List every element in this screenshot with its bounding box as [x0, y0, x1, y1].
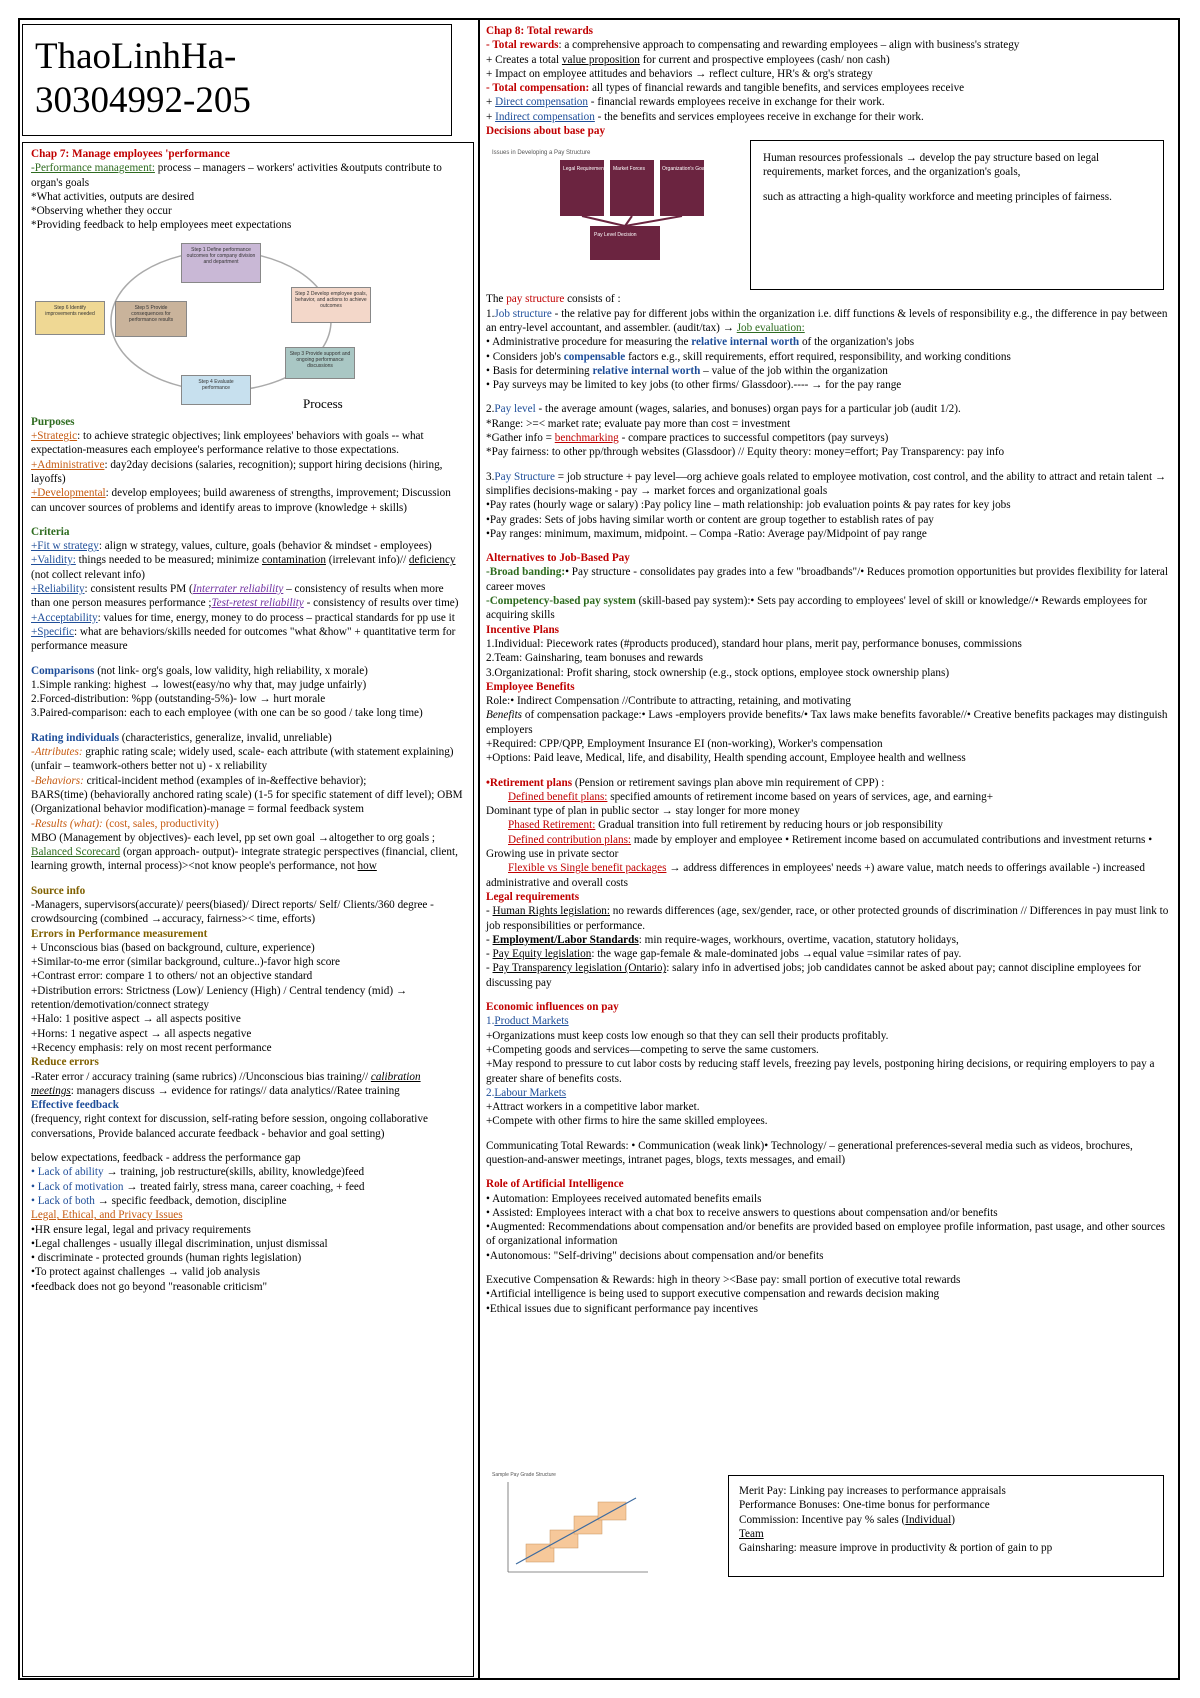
- lack-motivation: • Lack of motivation → treated fairly, stress mana, career coaching, + feed: [31, 1180, 365, 1193]
- defined-benefit-2: Dominant type of plan in public sector → stay longer for more money: [486, 805, 800, 818]
- product-market-item: +May respond to pressure to cut labor costs by reducing staff levels, freezing pay levels, postponing hiring decisions, or requiring employers to pay a greater share of benefits costs.: [486, 1058, 1155, 1085]
- pay-structure-bullet: •Pay grades: Sets of jobs having similar worth or content are group together to establish rates of pay: [486, 513, 934, 526]
- legal-item: • discriminate - protected grounds (human rights legislation): [31, 1252, 302, 1265]
- chapter-8-title: Chap 8: Total rewards: [486, 25, 594, 37]
- benefits-item: Role:• Indirect Compensation //Contribute to attracting, retaining, and motivating: [486, 695, 851, 708]
- criteria-validity: +Validity: things needed to be measured; minimize contamination (irrelevant info)// deficiency (not collect relevant info): [31, 554, 456, 581]
- error-item: +Similar-to-me error (similar background, culture..)-favor high score: [31, 956, 340, 969]
- reduce-title: Reduce errors: [31, 1056, 99, 1069]
- cheat-sheet: [18, 18, 1180, 1680]
- chapter-7-box: [22, 142, 474, 1677]
- legal-req-title: Legal requirements: [486, 890, 580, 903]
- feedback-text: (frequency, right context for discussion, self-rating before session, ongoing collaborative conversations, Provide balanced accurate feedback - behavior and goal setting): [31, 1113, 428, 1140]
- chart-title: Sample Pay Grade Structure: [492, 1472, 556, 1478]
- legal-item: •Legal challenges - usually illegal discrimination, unjust dismissal: [31, 1237, 328, 1250]
- purpose-strategic: +Strategic: to achieve strategic objectives; link employees' behaviors with goals -- what expectation-measures each employee's performance relative to those expectations.: [31, 430, 424, 457]
- right-column: [480, 20, 1178, 1678]
- name-line-2: 30304992-205: [35, 80, 251, 121]
- reduce-text: -Rater error / accuracy training (same rubrics) //Unconscious bias training// calibration meetings: managers discuss → evidence for ratings// data analytics//Ratee training: [31, 1070, 421, 1097]
- legal-title: Legal, Ethical, and Privacy Issues: [31, 1209, 183, 1222]
- fig-box-goals: Organization's Goals: [662, 166, 709, 172]
- comparison-item: 3.Paired-comparison: each to each employee (with one can be so good / take long time): [31, 707, 423, 720]
- below-expectations: below expectations, feedback - address the performance gap: [31, 1152, 301, 1165]
- callout-text-1: Human resources professionals → develop the pay structure based on legal requirements, market forces, and the organization's goals,: [763, 152, 1100, 179]
- error-item: + Unconscious bias (based on background, culture, experience): [31, 941, 315, 954]
- rating-behaviors: -Behaviors: critical-incident method (examples of in-&effective behavior);: [31, 774, 367, 787]
- pay-level-bullet: *Pay fairness: to other pp/through websites (Glassdoor) // Equity theory: money=effort; Pay Transparency: pay info: [486, 446, 1005, 459]
- phased-retirement: Phased Retirement: Gradual transition into full retirement by reducing hours or job responsibility: [508, 819, 943, 832]
- pm-bullet: *Providing feedback to help employees meet expectations: [31, 219, 292, 232]
- retirement-plans: •Retirement plans (Pension or retirement savings plan above min requirement of CPP) :: [486, 776, 885, 789]
- purposes-title: Purposes: [31, 415, 75, 428]
- legal-req-item: - Pay Transparency legislation (Ontario): salary info in advertised jobs; job candidates cannot be asked about pay; cannot discipline employees for discussing pay: [486, 962, 1141, 989]
- incentive-title: Incentive Plans: [486, 623, 560, 636]
- name-box: [22, 24, 452, 136]
- error-item: +Halo: 1 positive aspect → all aspects positive: [31, 1013, 241, 1026]
- indirect-comp: + Indirect compensation - the benefits and services employees receive in exchange for their work.: [486, 110, 924, 123]
- pay-level-bullet: *Range: >=< market rate; evaluate pay more than cost = investment: [486, 417, 791, 430]
- comparison-item: 2.Forced-distribution: %pp (outstanding-5%)- low → hurt morale: [31, 693, 326, 706]
- product-market-item: +Organizations must keep costs low enough so that they can sell their products profitably.: [486, 1029, 889, 1042]
- job-eval-bullet: • Pay surveys may be limited to key jobs (to other firms/ Glassdoor).---- → for the pay range: [486, 379, 902, 392]
- process-label: Process: [303, 395, 343, 411]
- job-eval-bullet: • Basis for determining relative internal worth – value of the job within the organization: [486, 364, 888, 377]
- defined-contribution: Defined contribution plans: made by employer and employee • Retirement income based on accumulated contributions and investment returns • Growing use in private sector: [486, 833, 1153, 861]
- error-item: +Distribution errors: Strictness (Low)/ Leniency (High) / Central tendency (mid) → retention/demotivation/connect strategy: [31, 984, 408, 1012]
- pay-structure-bullet: •Pay ranges: minimum, maximum, midpoint. – Compa -Ratio: Average pay/Midpoint of pay range: [486, 527, 927, 540]
- fig-box-market: Market Forces: [613, 166, 645, 172]
- pay-level: 2.Pay level - the average amount (wages, salaries, and bonuses) organ pays for a particular job (audit 1/2).: [486, 403, 961, 416]
- error-item: +Horns: 1 negative aspect → all aspects negative: [31, 1027, 252, 1040]
- merit-item: Performance Bonuses: One-time bonus for performance: [739, 1499, 990, 1512]
- criteria-title: Criteria: [31, 525, 70, 538]
- alternatives-title: Alternatives to Job-Based Pay: [486, 552, 630, 565]
- errors-title: Errors in Performance measurement: [31, 927, 208, 940]
- decisions-title: Decisions about base pay: [486, 125, 606, 138]
- criteria-fit: +Fit w strategy: align w strategy, values, culture, goals (behavior & mindset - employees): [31, 540, 432, 553]
- ai-item: • Automation: Employees received automated benefits emails: [486, 1192, 762, 1205]
- rating-attributes: -Attributes: graphic rating scale; widely used, scale- each attribute (with statement explaining) (unfair – teamwork-others better not u) - x reliability: [31, 746, 454, 773]
- labour-market-item: +Attract workers in a competitive labor market.: [486, 1101, 700, 1114]
- incentive-item: 3.Organizational: Profit sharing, stock ownership (e.g., stock options, employee stock ownership plans): [486, 666, 950, 679]
- performance-cycle-diagram: [31, 239, 465, 409]
- ai-title: Role of Artificial Intelligence: [486, 1178, 624, 1191]
- legal-req-item: - Human Rights legislation: no rewards differences (age, sex/gender, race, or other protected grounds of discrimination // Differences in pay must link to job responsibilities or performance.: [486, 905, 1169, 932]
- labour-markets: 2.Labour Markets: [486, 1086, 567, 1099]
- incentive-item: 2.Team: Gainsharing, team bonuses and rewards: [486, 652, 703, 665]
- total-comp-def: - Total compensation: all types of financial rewards and tangible benefits, and services employees receive: [486, 82, 965, 95]
- chapter-7-title: Chap 7: Manage employees 'performance: [31, 148, 230, 160]
- source-title: Source info: [31, 884, 86, 897]
- rating-mbo: MBO (Management by objectives)- each level, pp set own goal →altogether to org goals ; Balanced Scorecard (organ approach- output)- integrate strategic perspectives (financial, client, learning growth, internal process)><not know people's performance, not how: [31, 831, 458, 873]
- comparisons-heading: Comparisons (not link- org's goals, low validity, high reliability, x morale): [31, 664, 368, 677]
- legal-req-item: - Employment/Labor Standards: min require-wages, workhours, overtime, vacation, statutory holidays,: [486, 933, 959, 946]
- purpose-developmental: +Developmental: develop employees; build awareness of strengths, improvement; Discussion can uncover sources of problems and identify areas to improve (knowledge + skills): [31, 487, 451, 514]
- criteria-reliability: +Reliability: consistent results PM (Interrater reliability – consistency of results when more than one person measures performance ;Test-retest reliability - consistency of results over time): [31, 583, 459, 610]
- merit-team: Team: [739, 1527, 764, 1540]
- cycle-step-2: Step 2 Develop employee goals, behavior, and actions to achieve outcomes: [291, 287, 371, 323]
- cycle-step-3: Step 3 Provide support and ongoing performance discussions: [285, 347, 355, 379]
- exec-comp-item: •Ethical issues due to significant performance pay incentives: [486, 1302, 759, 1315]
- cycle-step-5: Step 5 Provide consequences for performance results: [115, 301, 187, 337]
- legal-item: •To protect against challenges → valid job analysis: [31, 1266, 260, 1279]
- direct-comp: + Direct compensation - financial rewards employees receive in exchange for their work.: [486, 96, 885, 109]
- feedback-title: Effective feedback: [31, 1099, 119, 1112]
- product-markets: 1.Product Markets: [486, 1015, 569, 1028]
- benefits-item: +Required: CPP/QPP, Employment Insurance EI (non-working), Worker's compensation: [486, 737, 883, 750]
- purpose-administrative: +Administrative: day2day decisions (salaries, recognition); support hiring decisions (hiring, layoffs): [31, 458, 443, 485]
- merit-item: Merit Pay: Linking pay increases to performance appraisals: [739, 1485, 1006, 1497]
- communicating-rewards: Communicating Total Rewards: • Communication (weak link)• Technology/ – generational preferences-several media such as videos, brochures, question-and-answer meetings, intranet pages, blogs, texts messages, and email): [486, 1139, 1133, 1166]
- cycle-step-4: Step 4 Evaluate performance: [181, 375, 251, 405]
- pay-grade-chart: [486, 1468, 656, 1588]
- competency-based: -Competency-based pay system (skill-based pay system):• Sets pay according to employees' level of skill or knowledge//• Rewards employees for acquiring skills: [486, 595, 1148, 622]
- job-eval-bullet: • Administrative procedure for measuring the relative internal worth of the organization's jobs: [486, 336, 915, 349]
- legal-item: •feedback does not go beyond "reasonable criticism": [31, 1280, 268, 1293]
- pay-structure-bullet: •Pay rates (hourly wage or salary) :Pay policy line – math relationship: job evaluation points & pay rates for key jobs: [486, 499, 1011, 512]
- source-text: -Managers, supervisors(accurate)/ peers(biased)/ Direct reports/ Self/ Clients/360 degree - crowdsourcing (combined →accuracy, fairness>< time, efforts): [31, 898, 434, 926]
- merit-item: Commission: Incentive pay % sales (Individual): [739, 1513, 955, 1526]
- defined-benefit: Defined benefit plans: specified amounts of retirement income based on years of services, age, and earning+: [508, 790, 994, 803]
- economic-title: Economic influences on pay: [486, 1001, 619, 1014]
- lack-ability: • Lack of ability → training, job restructure(skills, ability, knowledge)feed: [31, 1166, 365, 1179]
- benefits-title: Employee Benefits: [486, 680, 575, 693]
- merit-item: Gainsharing: measure improve in productivity & portion of gain to pp: [739, 1542, 1053, 1555]
- benefits-item: Benefits of compensation package:• Laws -employers provide benefits/• Tax laws make benefits favorable//• Creative benefits packages may distinguish employers: [486, 709, 1168, 736]
- merit-pay-box: [728, 1475, 1164, 1577]
- ai-item: • Assisted: Employees interact with a chat box to receive answers to questions about compensation and/or benefits: [486, 1206, 998, 1219]
- fig-box-paylevel: Pay Level Decision: [594, 232, 637, 238]
- chapter-8-body: [486, 24, 1170, 1316]
- pay-grade-graphic: [486, 1468, 656, 1588]
- criteria-specific: +Specific: what are behaviors/skills needed for outcomes "what &how" + quantitative term for performance measure: [31, 625, 456, 653]
- broad-banding: -Broad banding:• Pay structure - consolidates pay grades into a few "broadbands"/• Reduces promotion opportunities but provides flexibility for lateral career moves: [486, 566, 1169, 593]
- total-rewards-1: + Creates a total value proposition for current and prospective employees (cash/ non cash): [486, 53, 890, 66]
- criteria-acceptability: +Acceptability: values for time, energy, money to do process – practical standards for pp use it: [31, 611, 455, 624]
- rating-results: -Results (what): (cost, sales, productivity): [31, 817, 219, 830]
- exec-comp-item: •Artificial intelligence is being used to support executive compensation and rewards decision making: [486, 1288, 940, 1301]
- comparison-item: 1.Simple ranking: highest → lowest(easy/no why that, may judge unfairly): [31, 678, 367, 691]
- fig-box-legal: Legal Requirements: [563, 166, 608, 172]
- pm-definition: -Performance management: process – managers – workers' activities &outputs contribute to organ's goals: [31, 162, 442, 189]
- error-item: +Recency emphasis: rely on most recent performance: [31, 1041, 272, 1054]
- cycle-step-1: Step 1 Define performance outcomes for company division and department: [181, 243, 261, 283]
- labour-market-item: +Compete with other firms to hire the same skilled employees.: [486, 1115, 768, 1128]
- pm-bullet: *Observing whether they occur: [31, 205, 172, 218]
- fig-title: Issues in Developing a Pay Structure: [492, 150, 591, 156]
- pay-structure-def: 3.Pay Structure = job structure + pay level—org achieve goals related to employee motivation, cost control, and the ability to attract and retain talent → simplifies decisions-making - pay → market forces and organizational goals: [486, 470, 1167, 497]
- legal-item: •HR ensure legal, legal and privacy requirements: [31, 1223, 251, 1236]
- ai-item: •Augmented: Recommendations about compensation and/or benefits are provided based on employee profile information, past usage, and other sources of organizational information: [486, 1221, 1166, 1248]
- benefits-item: +Options: Paid leave, Medical, life, and disability, Health spending account, Employee health and wellness: [486, 752, 966, 765]
- rating-heading: Rating individuals (characteristics, generalize, invalid, unreliable): [31, 731, 332, 744]
- legal-req-item: - Pay Equity legislation: the wage gap-female & male-dominated jobs →equal value =similar rates of pay.: [486, 948, 962, 961]
- job-eval-bullet: • Considers job's compensable factors e.g., skill requirements, effort required, responsibility, and working conditions: [486, 350, 1011, 363]
- flexible-benefits: Flexible vs Single benefit packages → address differences in employees' needs +) aware value, match needs to offerings available -) increased administrative and overall costs: [486, 862, 1145, 889]
- name-line-1: ThaoLinhHa-: [35, 36, 237, 77]
- callout-text-2: such as attracting a high-quality workforce and meeting principles of fairness.: [763, 190, 1112, 203]
- rating-bars: BARS(time) (behaviorally anchored rating scale) (1-5 for specific statement of diff level); OBM (Organizational behavior modification)-manage = formal feedback system: [31, 788, 463, 816]
- lack-both: • Lack of both → specific feedback, demotion, discipline: [31, 1194, 287, 1207]
- total-rewards-2: + Impact on employee attitudes and behaviors → reflect culture, HR's & org's strategy: [486, 67, 873, 80]
- incentive-item: 1.Individual: Piecework rates (#products produced), standard hour plans, merit pay, performance bonuses, commissions: [486, 637, 1022, 650]
- job-structure: 1.Job structure - the relative pay for different jobs within the organization i.e. diff functions & levels of responsibility e.g., the difference in pay between an entry-level accountant, and assembler. (audit/tax) → Job evaluation:: [486, 307, 1168, 334]
- pm-bullet: *What activities, outputs are desired: [31, 190, 195, 203]
- product-market-item: +Competing goods and services—competing to serve the same customers.: [486, 1043, 819, 1056]
- ai-item: •Autonomous: "Self-driving" decisions about compensation and/or benefits: [486, 1249, 824, 1262]
- pay-level-bullet: *Gather info = benchmarking - compare practices to successful competitors (pay surveys): [486, 432, 889, 445]
- pay-structure-intro: The pay structure consists of :: [486, 293, 621, 306]
- total-rewards-def: - Total rewards: a comprehensive approach to compensating and rewarding employees – align with business's strategy: [486, 39, 1020, 52]
- error-item: +Contrast error: compare 1 to others/ not an objective standard: [31, 970, 313, 983]
- cycle-step-6: Step 6 Identify improvements needed: [35, 301, 105, 335]
- left-column: [20, 20, 480, 1678]
- exec-comp: Executive Compensation & Rewards: high in theory ><Base pay: small portion of executive total rewards: [486, 1274, 961, 1287]
